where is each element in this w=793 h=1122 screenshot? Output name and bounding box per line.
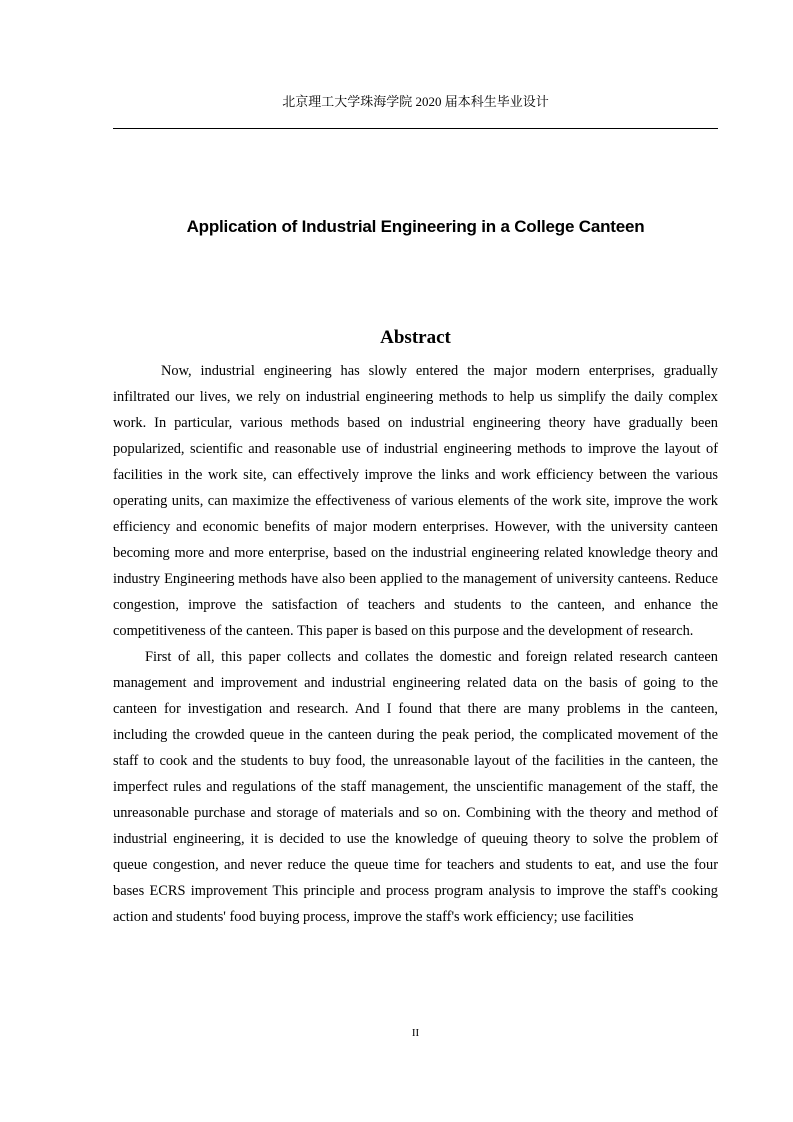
thesis-title: Application of Industrial Engineering in a College Canteen <box>186 217 645 236</box>
running-header: 北京理工大学珠海学院 2020 届本科生毕业设计 <box>282 94 549 109</box>
abstract-paragraph-1: Now, industrial engineering has slowly entered the major modern enterprises, gradually infiltrated our lives, we rely on industrial engineering methods to help us simplify the daily complex work. In particular, various methods based on industrial engineering theory have gradually been popularized, scientific and reasonable use of industrial engineering methods to improve the layout of facilities in the work site, can effectively improve the links and work efficiency between the various operating units, can maximize the effectiveness of various elements of the work site, improve the work efficiency and economic benefits of major modern enterprises. However, with the university canteen becoming more and more enterprise, based on the industrial engineering related knowledge theory and industry Engineering methods have also been applied to the management of university canteens. Reduce congestion, improve the satisfaction of teachers and students to the canteen, and enhance the competitiveness of the canteen. This paper is based on this purpose and the development of research. <box>113 363 718 639</box>
header-divider <box>113 128 718 129</box>
abstract-body <box>113 358 718 930</box>
abstract-heading: Abstract <box>380 327 451 348</box>
abstract-paragraph-2: First of all, this paper collects and collates the domestic and foreign related research canteen management and improvement and industrial engineering related data on the basis of going to the canteen for investigation and research. And I found that there are many problems in the canteen, including the crowded queue in the canteen during the peak period, the complicated movement of the staff to cook and the students to buy food, the unreasonable layout of the facilities in the canteen, the imperfect rules and regulations of the staff management, the unscientific management of the staff, the unreasonable purchase and storage of materials and so on. Combining with the theory and method of industrial engineering, it is decided to use the knowledge of queuing theory to solve the problem of queue congestion, and never reduce the queue time for teachers and students to eat, and use the four bases ECRS improvement This principle and process program analysis to improve the staff's cooking action and students' food buying process, improve the staff's work efficiency; use facilities <box>113 649 718 925</box>
page-number: II <box>411 1027 420 1039</box>
